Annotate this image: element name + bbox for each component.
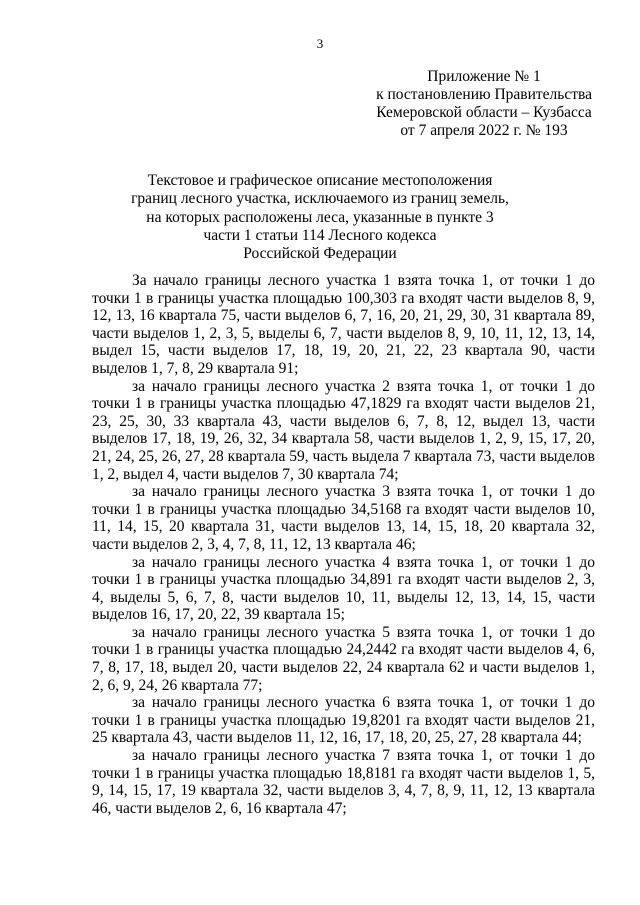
paragraph-plot-4: за начало границы лесного участка 4 взята точка 1, от точки 1 до точки 1 в границы участка площадью 34,891 га входят части выделов 2, 3, 4, выделы 5, 6, 7, 8, части выделов 10, 11, выделы 12, 13, 14, 15, части выделов 16, 17, 20, 22, 39 квартала 15;: [92, 553, 595, 624]
document-body: [92, 272, 595, 817]
appendix-line: к постановлению Правительства: [376, 86, 592, 103]
appendix-header: [376, 68, 592, 140]
title-line: границ лесного участка, исключаемого из границ земель,: [131, 190, 509, 208]
page-number: 3: [316, 36, 324, 51]
appendix-line: Кемеровской области – Кузбасса: [376, 104, 592, 121]
paragraph-plot-6: за начало границы лесного участка 6 взята точка 1, от точки 1 до точки 1 в границы участка площадью 19,8201 га входят части выделов 21, 25 квартала 43, части выделов 11, 12, 16, 17, 18, 20, 25, 27, 28 квартала 44;: [92, 694, 595, 747]
title-line: Российской Федерации: [243, 245, 397, 263]
paragraph-plot-5: за начало границы лесного участка 5 взята точка 1, от точки 1 до точки 1 в границы участка площадью 24,2442 га входят части выделов 4, 6, 7, 8, 17, 18, выдел 20, части выделов 22, 24 квартала 62 и части выделов 1, 2, 6, 9, 24, 26 квартала 77;: [92, 623, 595, 694]
paragraph-plot-1: За начало границы лесного участка 1 взята точка 1, от точки 1 до точки 1 в границы участка площадью 100,303 га входят части выделов 8, 9, 12, 13, 16 квартала 75, части выделов 6, 7, 16, 20, 21, 29, 30, 31 квартала 89, части выделов 1, 2, 3, 5, выделы 6, 7, части выделов 8, 9, 10, 11, 12, 13, 14, выдел 15, части выделов 17, 18, 19, 20, 21, 22, 23 квартала 90, части выделов 1, 7, 8, 29 квартала 91;: [92, 272, 595, 377]
paragraph-plot-7: за начало границы лесного участка 7 взята точка 1, от точки 1 до точки 1 в границы участка площадью 18,8181 га входят части выделов 1, 5, 9, 14, 15, 17, 19 квартала 32, части выделов 3, 4, 7, 8, 9, 11, 12, 13 квартала 46, части выделов 2, 6, 16 квартала 47;: [92, 747, 595, 817]
appendix-line: Приложение № 1: [427, 68, 541, 85]
title-line: Текстовое и графическое описание местоположения: [147, 172, 493, 189]
paragraph-plot-2: за начало границы лесного участка 2 взята точка 1, от точки 1 до точки 1 в границы участка площадью 47,1829 га входят части выделов 21, 23, 25, 30, 33 квартала 43, части выделов 6, 7, 8, 12, выдел 13, части выделов 17, 18, 19, 26, 32, 34 квартала 58, части выделов 1, 2, 9, 15, 17, 20, 21, 24, 25, 26, 27, 28 квартала 59, часть выдела 7 квартала 73, части выделов 1, 2, выдел 4, части выделов 7, 30 квартала 74;: [92, 377, 595, 483]
document-title: [0, 172, 640, 263]
paragraph-plot-3: за начало границы лесного участка 3 взята точка 1, от точки 1 до точки 1 в границы участка площадью 34,5168 га входят части выделов 10, 11, 14, 15, 20 квартала 31, части выделов 13, 14, 15, 18, 20 квартала 32, части выделов 2, 3, 4, 7, 8, 11, 12, 13 квартала 46;: [92, 483, 595, 553]
title-line: на которых расположены леса, указанные в пункте 3: [146, 208, 494, 226]
appendix-line: от 7 апреля 2022 г. № 193: [400, 122, 568, 139]
title-line: части 1 статьи 114 Лесного кодекса: [203, 226, 437, 244]
